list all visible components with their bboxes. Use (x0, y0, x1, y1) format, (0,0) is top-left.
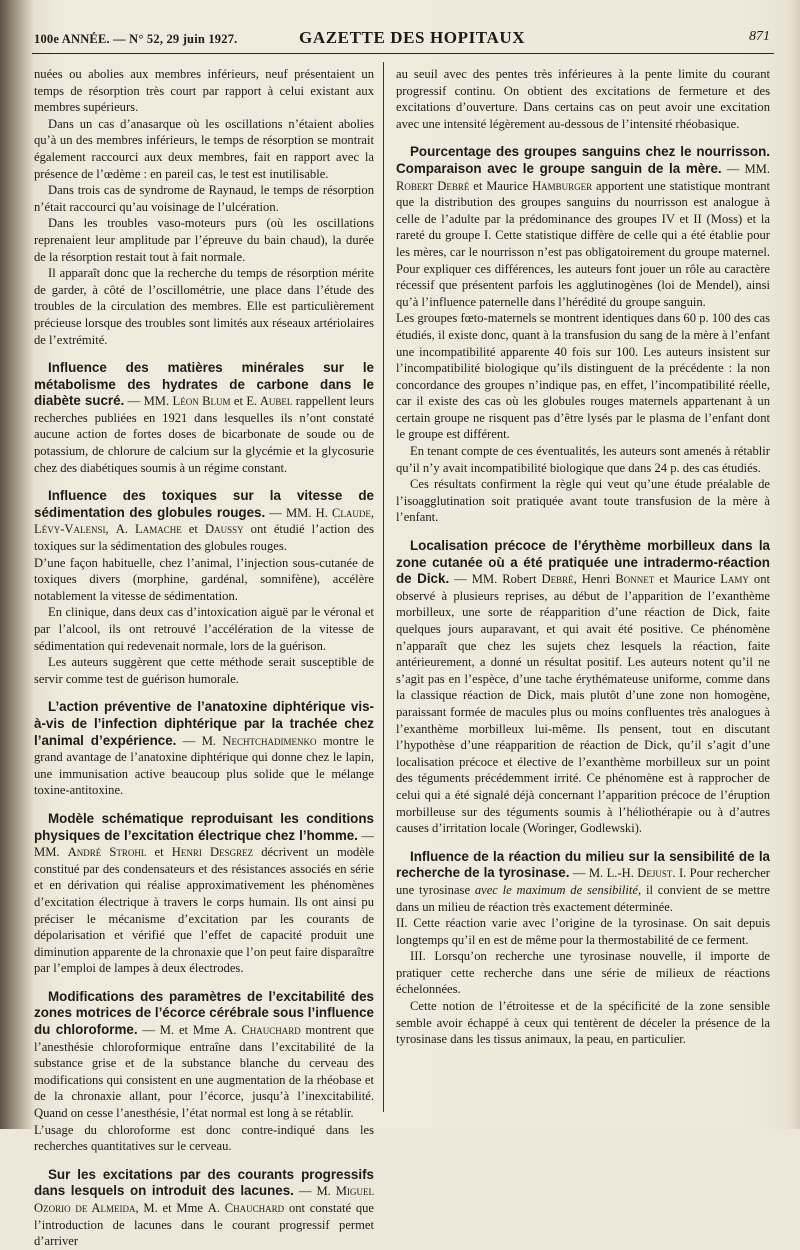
author-name: A. Chauchard (207, 1201, 285, 1215)
author-name: Nechtchadimenko (222, 733, 317, 748)
text-run: rappellent leurs recherches publiées en 1921 dans lesquelles ils n’ont constaté aucune action de fortes doses de bicarbonate de soude ou de potassium, de chlorure de calcium sur la glycémie et la glycosurie chez des diabétiques soumis à un régime constant. (34, 394, 374, 475)
paragraph: Les auteurs suggèrent que cette méthode serait susceptible de servir comme test de guérison humorale. (34, 655, 374, 686)
paragraph: Dans un cas d’anasarque où les oscillations n’étaient abolies qu’à un des membres inférieurs, le temps de résorption se montrait également raccourci aux deux membres, fait en rapport avec la présence de l’œdème : en pareil cas, le test est inutilisable. (34, 116, 374, 181)
text-run: et (146, 845, 172, 860)
article-entry-anatoxin (34, 699, 374, 799)
author-name: Hamburger (532, 178, 593, 193)
author-name: Lévy-Valensi (34, 522, 106, 537)
article-title: Localisation précoce de l’érythème morbilleux dans la zone cutanée où a été pratiquée une intradermo-réaction de Dick. (396, 538, 770, 587)
text-run: — MM. (265, 505, 316, 520)
page-header (34, 28, 770, 50)
author-name: H. Claude (315, 505, 371, 520)
text-run: . I. Pour rechercher une tyrosinase (396, 866, 771, 897)
text-run: montre le grand avantage de l’anatoxine diphtérique qui donne chez le lapin, une immunisation active beaucoup plus solide que le mélange toxine-antitoxine. (34, 733, 374, 798)
paragraph: D’une façon habituelle, chez l’animal, l’injection sous-cutanée de toxiques divers (morphine, gardénal, somnifène), accélère notablement la vitesse de sédimentation. (34, 555, 374, 603)
journal-title: GAZETTE DES HOPITAUX (299, 28, 526, 47)
author-name: A. Lamache (115, 522, 182, 537)
header-rule (32, 53, 774, 54)
text-run: apportent une statistique montrant que la distribution des groupes sanguins du nourrisson est analogue à celle de l’adulte par la prédominance des groupes IV et II (Moss) et la rareté du groupe I. Cette statistique diffère de celle qui a été établie pour les mères, car le nourrisson n’est pas obligatoirement du groupe maternel. Pour expliquer ces différences, les auteurs font jouer un rôle au caractère récessif que présentent parfois les agglutinogènes (loi de Mendel), ainsi qu’à l’influence paternelle dans l’hérédité du groupe sanguin. (396, 178, 770, 309)
paragraph: II. Cette réaction varie avec l’origine de la tyrosinase. On sait depuis longtemps qu’il en est de même pour la thermostabilité de ce ferment. (396, 916, 770, 947)
author-name: E. Aubel (246, 394, 293, 409)
article-title: Pourcentage des groupes sanguins chez le nourrisson. Comparaison avec le groupe sanguin de la mère. (396, 144, 770, 176)
text-run: , Henri (573, 572, 616, 587)
author-name: Robert Debré (396, 178, 470, 193)
text-run: et Maurice (654, 572, 721, 587)
article-entry-toxics (34, 488, 374, 554)
article-entry-blood-groups (396, 144, 770, 310)
paragraph: nuées ou abolies aux membres inférieurs, neuf présentaient un temps de résorption très court par rapport à celui existant aux membres supérieurs. (34, 67, 374, 115)
text-run: , (370, 505, 374, 520)
text-run: — MM. (124, 394, 173, 409)
paragraph: au seuil avec des pentes très inférieures à la pente limite du courant progressif continu. On obtient des excitations de fermeture et des excitations d’ouverture. Dans certains cas on peut avoir une excitation avec une intensité légèrement au-dessous de l’intensité rhéobasique. (396, 67, 770, 131)
article-title: Influence des toxiques sur la vitesse de sédimentation des globules rouges. (34, 488, 374, 520)
author-name: Daussy (204, 522, 244, 537)
article-title: Influence des matières minérales sur le métabolisme des hydrates de carbone dans le diabète sucré. (34, 360, 374, 409)
right-column (396, 66, 770, 1048)
article-title: Sur les excitations par des courants progressifs dans lesquels on introduit des lacunes. (34, 1166, 374, 1199)
author-name: A. Chauchard (224, 1023, 301, 1038)
text-run: — M. et Mme (137, 1023, 225, 1038)
author-name: L.-H. Dejust (606, 866, 673, 881)
article-entry-progressive-currents (34, 1167, 374, 1250)
text-run: — MM. Robert (449, 572, 542, 587)
text-run: ont observé à plusieurs reprises, au début de l’apparition de l’exanthème morbilleux, une sorte de réapparition d’une réaction de Dick, faite quelques jours auparavant, et qui avait été positive. Ce phénomène n’apparaît que chez les sujets chez lesquels la réaction, faite antérieurement, a donné un résultat positif. Les auteurs notent qu’il ne s’agit pas en l’espèce, d’une tache érythémateuse uniforme, comme dans la classique réaction de Dick, mais plutôt d’une zone non homogène, paraissant formée de macules plus ou moins confluentes très analogues à l’exanthème morbilleux lui-même. Ils pensent, tout en discutant l’hypothèse d’une réapparition de réaction de Dick, qu’il s’agit d’une localisation précoce et élective de l’exanthème morbilleux sur un point des téguments précédemment irrité. Ce phénomène est à rapprocher de celui qui a été signalé déjà concernant l’apparition précoce de l’éruption morbilleuse sur des téguments soumis à l’héliothérapie ou à d’autres causes d’irritation locale (Woringer, Godlewski). (396, 572, 770, 836)
paragraph: L’usage du chloroforme est donc contre-indiqué dans les recherches quantitatives sur le cerveau. (34, 1122, 374, 1154)
paragraph: Dans les troubles vaso-moteurs purs (où les oscillations reprenaient leur amplitude par l’épreuve du bain chaud), la durée de la résorption restait tout à fait normale. (34, 216, 374, 264)
text-run: — M. (569, 866, 607, 881)
column-divider (383, 62, 384, 1112)
text-run: , (105, 522, 116, 537)
italic-phrase: avec le maximum de sensibilité (474, 882, 639, 897)
text-run: ont constaté que l’introduction de lacunes dans le courant progressif permet d’arriver (34, 1201, 375, 1249)
paragraph: Les groupes fœto-maternels se montrent identiques dans 60 p. 100 des cas étudiés, il existe donc, quant à la transfusion du sang de la mère à l’enfant une incompatibilité apparente 40 fois sur 100. Les auteurs insistent sur l’incompatibilité biologique qu’ils distinguent de la précédente : la non concordance des groupes n’indique pas, en effet, l’incompatibilité réelle, car il existe des cas où les globules rouges maternels appartenant à un certain groupe ne risquent pas d’être lysés par le plasma de l’enfant dont le groupe est différent. (396, 311, 770, 442)
paragraph: Cette notion de l’étroitesse et de la spécificité de la zone sensible semble avoir échappé à ceux qui tentèrent de déceler la présence de la tyrosinase dans les tissus animaux, la peau, en particulier. (396, 999, 770, 1047)
text-run: ont étudié l’action des toxiques sur la sédimentation des globules rouges. (34, 522, 375, 554)
article-entry-electrical-model (34, 811, 374, 977)
article-entry-tyrosinase (396, 849, 770, 915)
text-run: — M. (293, 1184, 336, 1199)
text-run: , il convient de se mettre dans un milieu de réaction très exactement déterminée. (396, 882, 770, 914)
text-run: , M. et Mme (135, 1201, 208, 1215)
text-run: décrivent un modèle constitué par des condensateurs et des résistances associés en série et en dérivation qui réalise approximativement les phénomènes d’excitation électrique à travers le corps humain. Ils ont ainsi pu préciser le mécanisme d’excitation par les courants de dépolarisation et vérifié que l’effet de capacité produit une diminution apparente de la chronaxie que l’on peut faire disparaître par l’emploi de lampes à deux électrodes. (34, 845, 375, 976)
article-title: Modifications des paramètres de l’excitabilité des zones motrices de l’écorce cérébrale sous l’influence du chloroforme. (34, 988, 374, 1038)
page-number: 871 (749, 29, 770, 44)
left-column (34, 66, 374, 1250)
text-run: et (181, 522, 205, 537)
author-name: Bonnet (615, 572, 655, 587)
article-entry-measles-erythema (396, 538, 770, 837)
paragraph: En tenant compte de ces éventualités, les auteurs sont amenés à rétablir qu’il n’y avait incompatibilité biologique que dans 24 p. des cas étudiés. (396, 444, 770, 475)
text-run: montrent que l’anesthésie chloroformique entraîne dans l’excitabilité de la substance grise et de la substance blanche du cerveau des modifications qui consistent en une augmentation de la rhéobase et de la chronaxie allant, pour l’écorce, jusqu’à l’inexcitabilité. Quand on cesse l’anesthésie, l’état normal est long à se rétablir. (34, 1023, 375, 1121)
text-run: — MM. (34, 828, 374, 860)
author-name: Léon Blum (172, 394, 231, 409)
article-title: Modèle schématique reproduisant les conditions physiques de l’excitation électrique chez l’homme. (34, 810, 374, 843)
article-entry-chloroform (34, 989, 374, 1122)
author-name: Henri Desgrez (171, 845, 254, 860)
article-title: Influence de la réaction du milieu sur la sensibilité de la recherche de la tyrosinase. (396, 848, 770, 881)
author-name: André Strohl (67, 845, 147, 860)
text-run: — M. (176, 733, 223, 748)
paragraph: Ces résultats confirment la règle qui veut qu’une étude préalable de l’isoagglutination soit pratiquée avant toute transfusion de la mère à l’enfant. (396, 477, 770, 525)
paragraph: Dans trois cas de syndrome de Raynaud, le temps de résorption n’était raccourci qu’au voisinage de l’ulcération. (34, 183, 374, 214)
paragraph: En clinique, dans deux cas d’intoxication aiguë par le véronal et par l’alcool, ils ont retrouvé l’accélération de la vitesse de sédimentation qui redevenait normale, lors de la guérison. (34, 605, 374, 653)
text-run: et (230, 394, 247, 409)
text-run: et Maurice (469, 178, 533, 193)
article-entry-mineral-salts (34, 360, 374, 476)
author-name: Miguel Ozorio de Almeida (34, 1184, 374, 1215)
paragraph: Il apparaît donc que la recherche du temps de résorption mérite de garder, à côté de l’oscillométrie, une place dans l’étude des troubles de la circulation des membres. Elle est particulièrement précieuse lorsque des troubles sont limités aux réseaux artériolaires de l’extrémité. (34, 266, 374, 347)
text-run: — MM. (721, 161, 770, 176)
paragraph: III. Lorsqu’on recherche une tyrosinase nouvelle, il importe de pratiquer cette recherche dans une série de milieux de réactions échelonnées. (396, 949, 770, 997)
issue-info: 100e ANNÉE. — N° 52, 29 juin 1927. (34, 32, 238, 46)
author-name: Lamy (720, 572, 749, 587)
author-name: Debré (541, 572, 574, 587)
article-title: L’action préventive de l’anatoxine diphtérique vis-à-vis de l’infection diphtérique par la trachée chez l’animal d’expérience. (34, 699, 374, 748)
